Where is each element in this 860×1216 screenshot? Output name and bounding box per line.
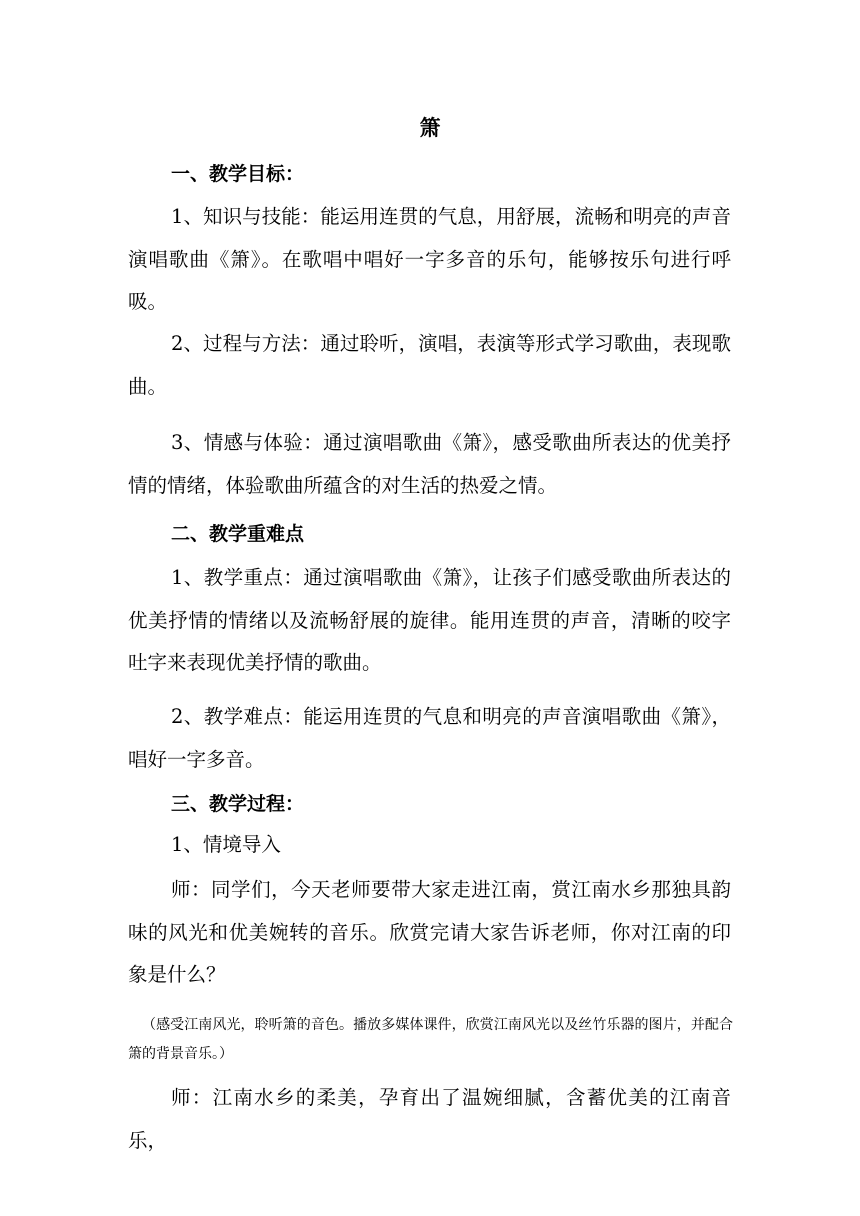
paragraph-process-methods: 2、过程与方法：通过聆听，演唱，表演等形式学习歌曲，表现歌曲。	[128, 332, 731, 398]
paragraph-emotion-experience: 3、情感与体验：通过演唱歌曲《箫》，感受歌曲所表达的优美抒情的情绪，体验歌曲所蕴含的对生活的热爱之情。	[128, 431, 731, 497]
paragraph-scene-intro-heading: 1、情境导入	[171, 833, 281, 856]
section-heading-teaching-process: 三、教学过程：	[171, 793, 305, 815]
paragraph-knowledge-skills: 1、知识与技能：能运用连贯的气息，用舒展，流畅和明亮的声音演唱歌曲《箫》。在歌唱中唱好一字多音的乐句，能够按乐句进行呼吸。	[128, 205, 731, 313]
paragraph-key-point: 1、教学重点：通过演唱歌曲《箫》，让孩子们感受歌曲所表达的优美抒情的情绪以及流畅舒展的旋律。能用连贯的声音，清晰的咬字吐字来表现优美抒情的歌曲。	[128, 566, 731, 674]
document-title: 箫	[419, 115, 441, 140]
paragraph-teacher-intro: 师：同学们，今天老师要带大家走进江南，赏江南水乡那独具韵味的风光和优美婉转的音乐。欣赏完请大家告诉老师，你对江南的印象是什么？	[128, 878, 731, 986]
paragraph-difficult-point: 2、教学难点：能运用连贯的气息和明亮的声音演唱歌曲《箫》，唱好一字多音。	[128, 705, 731, 771]
note-multimedia-instruction: （感受江南风光，聆听箫的音色。播放多媒体课件，欣赏江南风光以及丝竹乐器的图片，并配合箫的背景音乐。）	[128, 1017, 733, 1062]
section-heading-key-points: 二、教学重难点	[171, 523, 305, 545]
paragraph-teacher-jiangnan-music: 师：江南水乡的柔美，孕育出了温婉细腻，含蓄优美的江南音乐，	[128, 1086, 731, 1152]
section-heading-teaching-goals: 一、教学目标：	[171, 163, 305, 185]
